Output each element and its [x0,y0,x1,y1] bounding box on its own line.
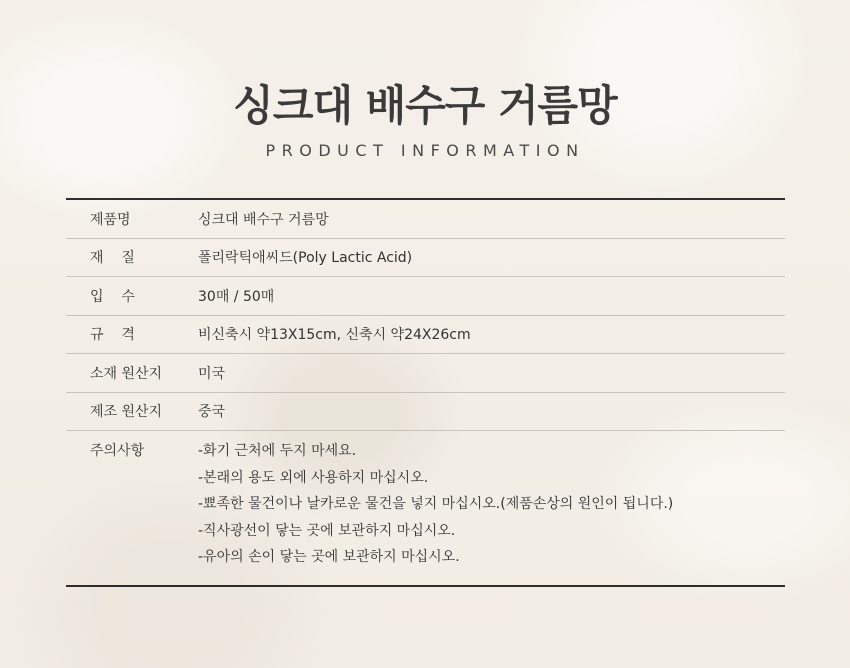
info-value: 중국 [198,404,226,421]
precautions-list [198,438,673,571]
info-label: 규 격 [90,327,135,344]
info-label: 제품명 [90,211,131,228]
info-value: 비신축시 약13X15cm, 신축시 약24X26cm [198,327,471,344]
info-row-precautions [66,431,785,571]
info-value: 폴리락틱애씨드(Poly Lactic Acid) [198,250,413,267]
info-label: 제조 원산지 [90,404,163,421]
info-row-manufacture-origin [66,393,785,432]
precaution-item: -유아의 손이 닿는 곳에 보관하지 마십시오. [198,549,460,565]
page-subtitle: PRODUCT INFORMATION [265,141,585,160]
info-row-quantity [66,277,785,316]
product-info-table [66,198,785,587]
info-value: 싱크대 배수구 거름망 [198,211,329,228]
info-row-material-origin [66,354,785,393]
info-value: 30매 / 50매 [198,288,275,305]
precaution-item: -뾰족한 물건이나 날카로운 물건을 넣지 마십시오.(제품손상의 원인이 됩니다.) [198,496,674,512]
info-value: 미국 [198,365,226,382]
info-label: 주의사항 [90,443,145,459]
info-label: 소재 원산지 [90,365,163,382]
info-label: 재 질 [90,250,135,267]
info-label: 입 수 [90,288,135,305]
precaution-item: -직사광선이 닿는 곳에 보관하지 마십시오. [198,522,456,539]
page-title: 싱크대 배수구 거름망 [233,81,617,130]
info-row-size [66,316,785,355]
info-row-product-name [66,200,785,239]
precaution-item: -본래의 용도 외에 사용하지 마십시오. [198,469,429,486]
precaution-item: -화기 근처에 두지 마세요. [198,443,357,459]
info-row-material [66,239,785,278]
